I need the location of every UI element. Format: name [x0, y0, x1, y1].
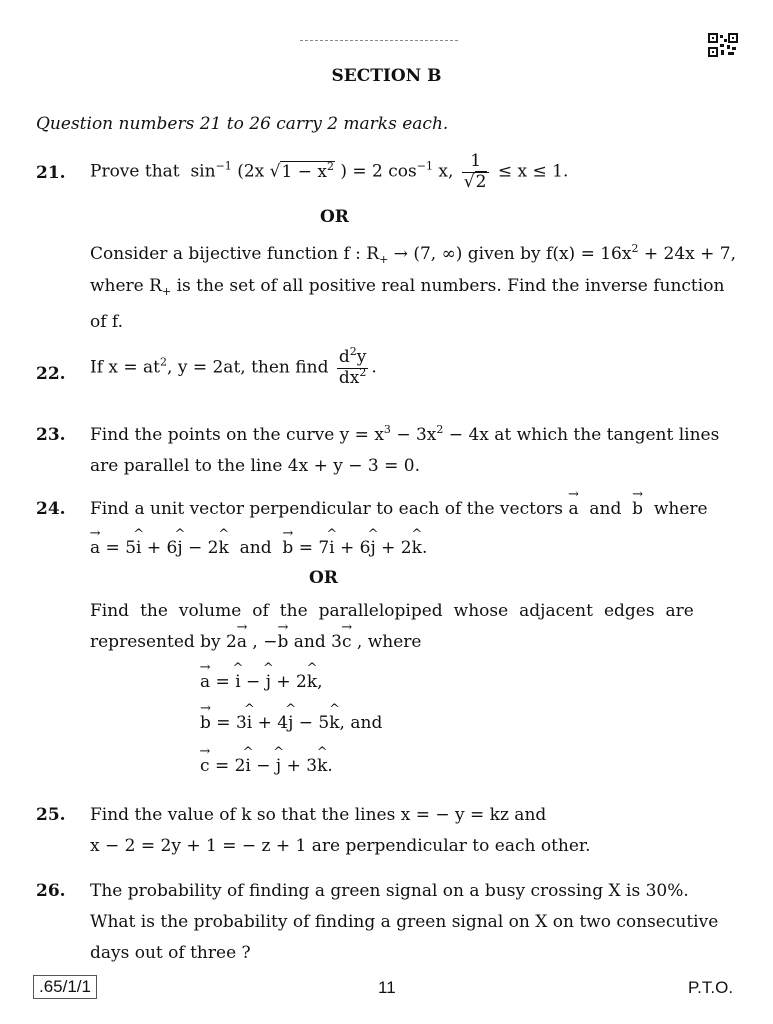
- paper-code: .65/1/1: [33, 975, 97, 999]
- question-24-alt-line1: Find the volume of the parallelopiped whose adjacent edges are: [90, 601, 694, 621]
- question-26-line3: days out of three ?: [90, 943, 251, 963]
- or-separator-21: OR: [320, 207, 349, 227]
- question-21-alt-line2: where $R_+$ is the set of all positive real numbers. Find the inverse function: [90, 276, 725, 298]
- question-24-alt-line2: represented by 2→ a , −→ b and 3→ c , where: [90, 632, 421, 652]
- question-22-text: If $x = at^2$, y = 2at, then find $\frac{d^2y}{dx^2}$ .: [90, 345, 377, 388]
- question-number-21: 21.: [36, 163, 66, 183]
- page-number: 11: [378, 978, 396, 997]
- qr-code-icon: [708, 33, 738, 57]
- question-number-23: 23.: [36, 425, 66, 445]
- question-24-line1: Find a unit vector perpendicular to each of the vectors → a and → b where: [90, 499, 708, 519]
- marks-instruction: Question numbers 21 to 26 carry 2 marks each.: [36, 114, 449, 134]
- question-23-line2: are parallel to the line 4x + y − 3 = 0.: [90, 456, 420, 476]
- question-number-24: 24.: [36, 499, 66, 519]
- question-24-line2: → a = 5^ i + 6^ j − 2^ k and → b = 7^ i + 6^ j + 2^ k.: [90, 538, 427, 558]
- vector-a-definition: → a = ^ i − ^ j + 2^ k,: [200, 672, 323, 692]
- vector-c-definition: → c = 2^ i − ^ j + 3^ k.: [200, 756, 333, 776]
- question-21-alt-line3: of f.: [90, 312, 124, 332]
- question-26-line2: What is the probability of finding a green signal on X on two consecutive: [90, 912, 719, 932]
- question-25-line1: Find the value of k so that the lines x = − y = kz and: [90, 805, 547, 825]
- question-number-22: 22.: [36, 364, 66, 384]
- question-23-line1: Find the points on the curve $y = x^3 - 3x^2 - 4x$ at which the tangent lines: [90, 423, 720, 445]
- question-21-text: Prove that $\sin^{-1} (2x$ $√1 - x^2$ ) = 2 $\cos^{-1} x$, $\frac{1}{√2}$ ≤ x ≤ 1.: [90, 151, 569, 192]
- question-26-line1: The probability of finding a green signal on a busy crossing X is 30%.: [90, 881, 689, 901]
- question-number-26: 26.: [36, 881, 66, 901]
- section-title: SECTION B: [331, 66, 442, 86]
- please-turn-over: P.T.O.: [688, 978, 734, 997]
- question-number-25: 25.: [36, 805, 66, 825]
- or-separator-24: OR: [309, 568, 338, 588]
- top-divider: [300, 40, 458, 41]
- question-21-alt-line1: Consider a bijective function f : $R_+ \to (7$, ∞) given by $f(x) = 16x^2 + 24x + 7$,: [90, 242, 736, 266]
- question-25-line2: x − 2 = 2y + 1 = − z + 1 are perpendicular to each other.: [90, 836, 591, 856]
- vector-b-definition: → b = 3^ i + 4^ j − 5^ k, and: [200, 713, 382, 733]
